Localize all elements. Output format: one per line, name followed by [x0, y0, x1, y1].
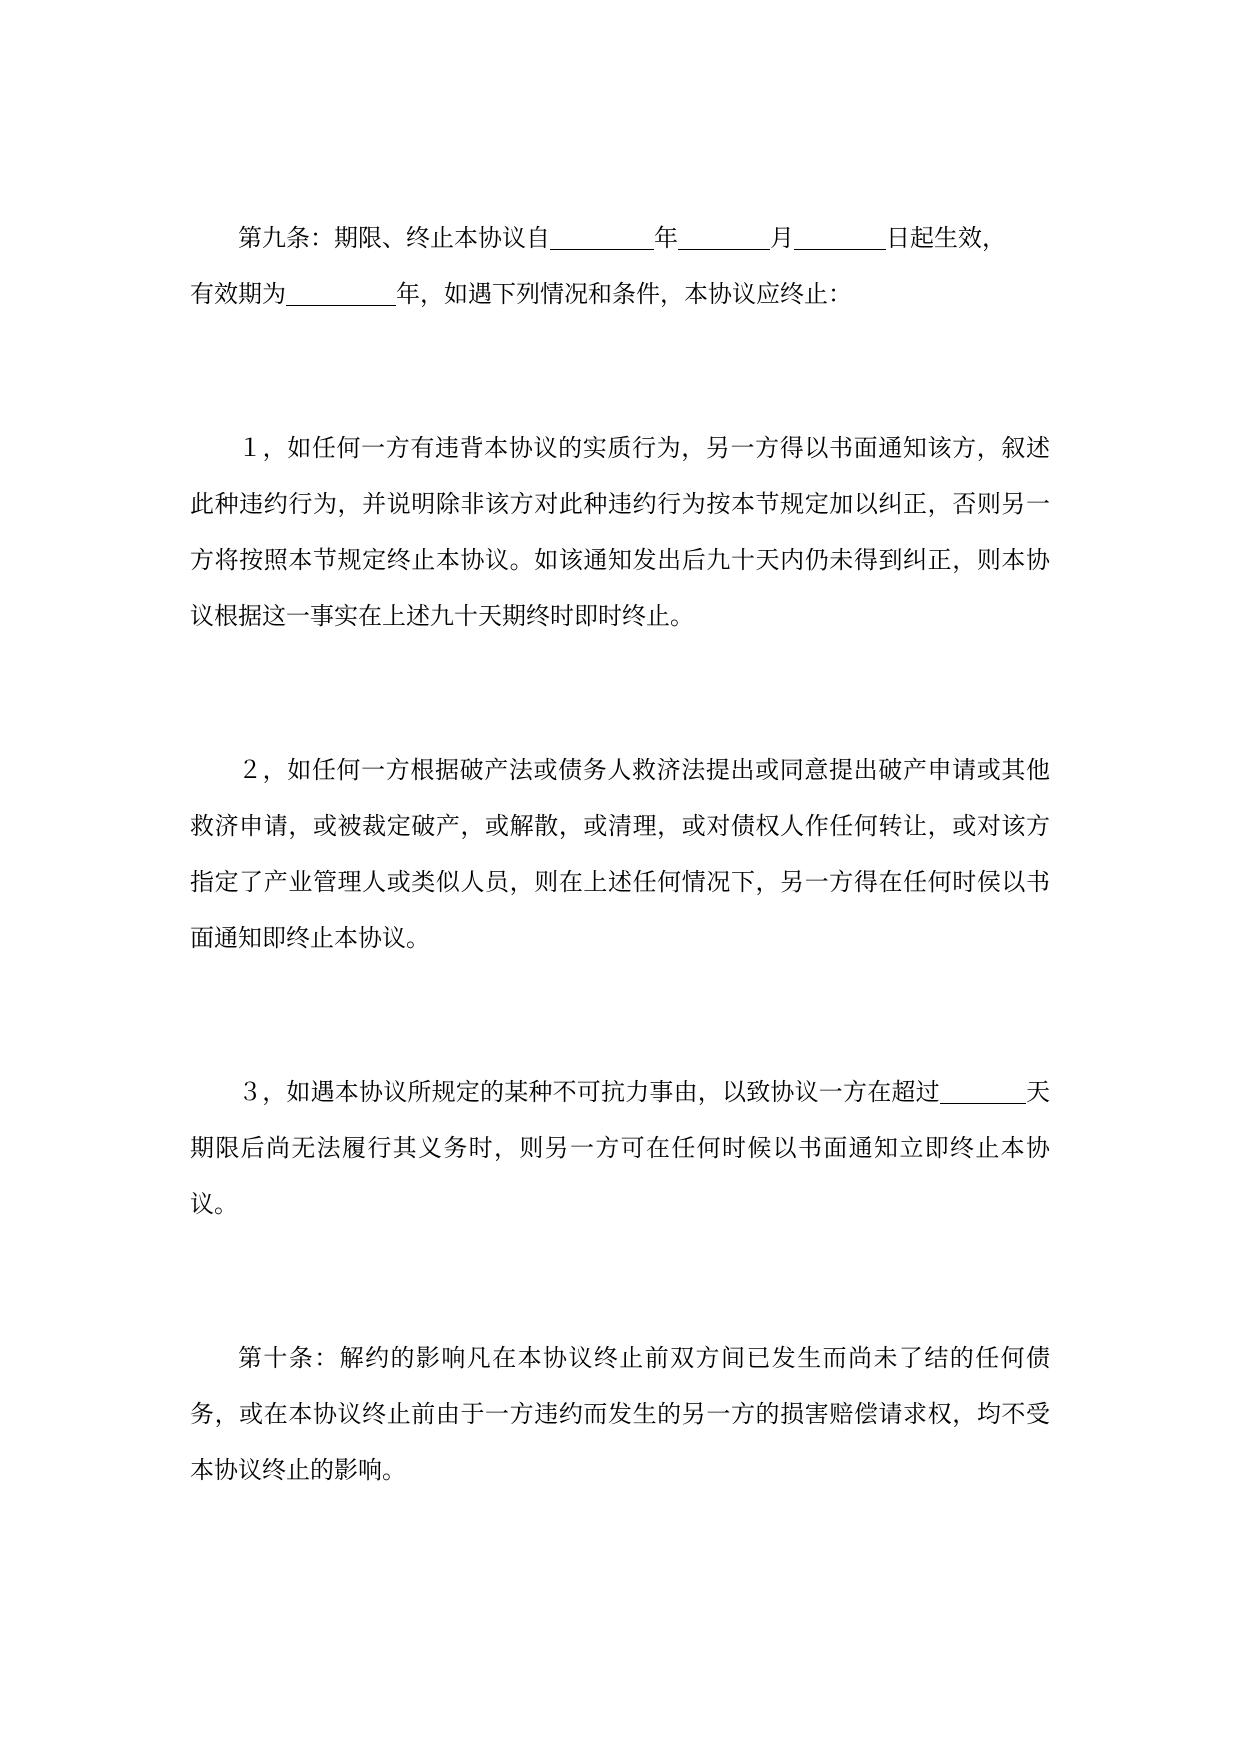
validity-period-blank[interactable] [286, 279, 396, 306]
validity-prefix: 有效期为 [190, 280, 286, 308]
validity-suffix: 年，如遇下列情况和条件，本协议应终止： [396, 280, 852, 308]
force-majeure-days-blank[interactable] [940, 1077, 1026, 1104]
year-unit: 年 [654, 224, 678, 252]
article-9-paragraph [190, 210, 1050, 322]
year-blank[interactable] [550, 223, 654, 250]
clause-3-paragraph [190, 1064, 1050, 1232]
clause-1-paragraph: １，如任何一方有违背本协议的实质行为，另一方得以书面通知该方，叙述此种违约行为，并说明除非该方对此种违约行为按本节规定加以纠正，否则另一方将按照本节规定终止本协议。如该通知发出后九十天内仍未得到纠正，则本协议根据这一事实在上述九十天期终时即时终止。 [190, 434, 1050, 630]
month-unit: 月 [770, 224, 794, 252]
day-blank[interactable] [794, 223, 886, 250]
month-blank[interactable] [678, 223, 770, 250]
clause-2-paragraph: ２，如任何一方根据破产法或债务人救济法提出或同意提出破产申请或其他救济申请，或被裁定破产，或解散，或清理，或对债权人作任何转让，或对该方指定了产业管理人或类似人员，则在上述任何情况下，另一方得在任何时侯以书面通知即终止本协议。 [190, 756, 1050, 952]
article-9-lead: 第九条：期限、终止本协议自 [238, 224, 550, 252]
document-body [190, 210, 1050, 1498]
clause-3-suffix: 天期限后尚无法履行其义务时，则另一方可在任何时候以书面通知立即终止本协议。 [190, 1078, 1051, 1218]
day-suffix: 日起生效， [886, 224, 1006, 252]
clause-3-prefix: ３，如遇本协议所规定的某种不可抗力事由，以致协议一方在超过 [238, 1078, 940, 1106]
article-10-paragraph: 第十条：解约的影响凡在本协议终止前双方间已发生而尚未了结的任何债务，或在本协议终止前由于一方违约而发生的另一方的损害赔偿请求权，均不受本协议终止的影响。 [190, 1344, 1050, 1484]
